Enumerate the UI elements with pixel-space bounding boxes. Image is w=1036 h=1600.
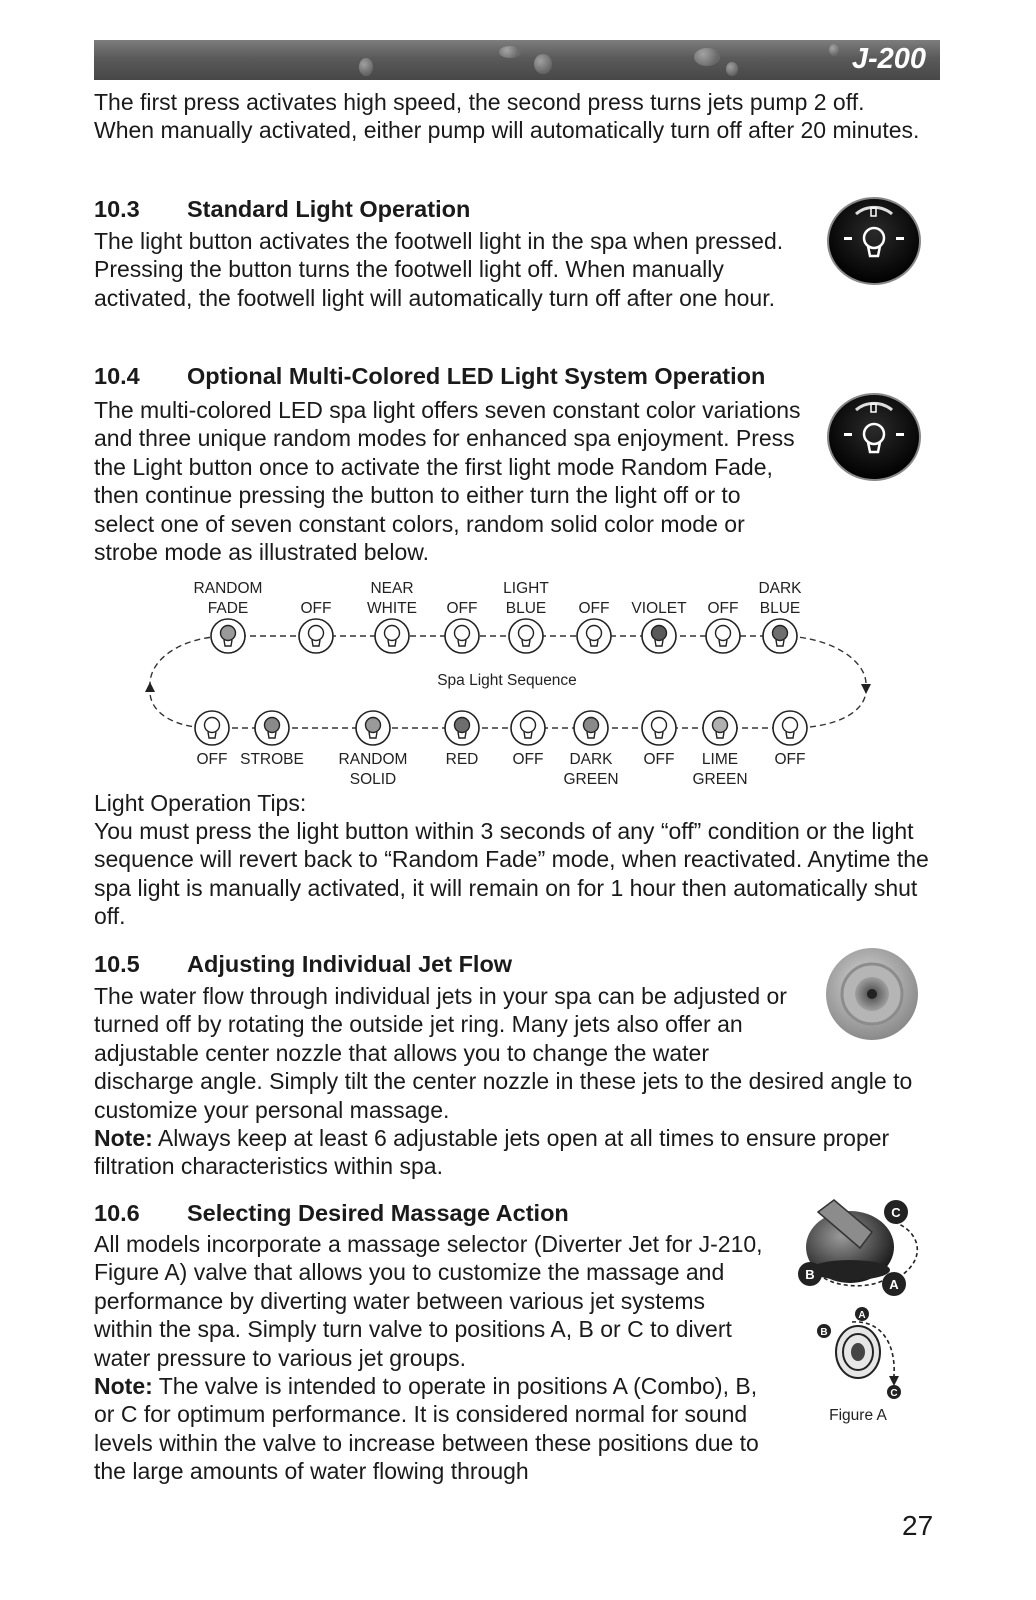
light-bulb-icon [706,619,740,653]
page-number: 27 [902,1510,934,1541]
position-b-label: B [805,1267,815,1282]
intro-paragraph: The first press activates high speed, the second press turns jets pump 2 off. When manually activated, either pump will automatically turn off after 20 minutes. [94,89,920,144]
model-label: J-200 [851,43,926,75]
sequence-top-label-line1: RANDOM [193,580,263,597]
section-number: 10.6 [94,1200,140,1226]
light-bulb-icon [445,619,479,653]
sequence-bottom-label-line2: GREEN [692,771,748,788]
sequence-bottom-label-line1: OFF [774,751,806,768]
sequence-top-label-line2: OFF [707,600,739,617]
section-10-5-heading [94,951,512,978]
light-bulb-icon [356,711,390,745]
sequence-top-label-line2: OFF [578,600,610,617]
jet-position-c-label: C [890,1388,898,1399]
sequence-bottom-label-line1: RANDOM [338,751,408,768]
section-number: 10.3 [94,196,140,222]
arrow-up-icon [145,682,155,692]
header-banner [94,40,940,80]
light-bulb-icon [773,711,807,745]
diverter-valve-figure [790,1192,936,1432]
diverter-jet-icon [817,1307,901,1399]
light-bulb-icon [574,711,608,745]
note-label: Note: [94,1373,153,1400]
jet-position-b-label: B [820,1327,828,1338]
sequence-top-label-line2: FADE [207,600,249,617]
section-number: 10.4 [94,363,140,389]
sequence-bottom-label-line1: OFF [196,751,228,768]
sequence-top-label-line2: VIOLET [631,600,687,617]
section-10-5-body [94,982,929,1181]
section-10-4-heading [94,363,765,390]
sequence-bottom-label-line1: OFF [512,751,544,768]
arrow-down-icon [861,684,871,694]
sequence-top-label-line1: NEAR [370,580,414,597]
light-bulb-icon [509,619,543,653]
sequence-top-label-line2: WHITE [367,600,417,617]
sequence-top-label-line1: LIGHT [503,580,549,597]
light-bulb-icon [375,619,409,653]
light-button-icon [826,196,922,286]
light-bulb-icon [195,711,229,745]
section-title: Standard Light Operation [187,196,471,222]
sequence-top-label-line2: BLUE [505,600,547,617]
section-10-4-body: The multi-colored LED spa light offers seven constant color variations and three unique random modes for enhanced spa enjoyment. Press the Light button once to activate the first light mode Random Fade, then continue pressing the button to either turn the light off or to select one of seven constant colors, random solid color mode or strobe mode as illustrated below. [94,397,801,566]
spa-light-sequence-diagram [0,580,1036,800]
tips-body: You must press the light button within 3 seconds of any “off” condition or the light sequence will revert back to “Random Fade” mode, when reactivated. Anytime the spa light is manually activated, it will remain on for 1 hour then automatically shut off. [94,818,929,930]
light-bulb-icon [642,619,676,653]
section-10-3-body: The light button activates the footwell light in the spa when pressed. Pressing the button turns the footwell light off. When manually activated, the footwell light will automatically turn off after one hour. [94,228,784,311]
figure-caption: Figure A [829,1407,887,1424]
section-title: Adjusting Individual Jet Flow [187,951,513,977]
section-number: 10.5 [94,951,140,977]
position-c-label: C [891,1205,901,1220]
section-10-3-heading [94,196,470,223]
sequence-top-label-line2: OFF [300,600,332,617]
sequence-bottom-label-line2: GREEN [563,771,619,788]
sequence-top-label-line2: OFF [446,600,478,617]
sequence-bottom-label-line1: STROBE [240,751,304,768]
light-bulb-icon [211,619,245,653]
jet-position-a-label: A [858,1310,866,1321]
section-title: Optional Multi-Colored LED Light System Operation [187,363,766,389]
light-bulb-icon [577,619,611,653]
led-light-button-icon [826,392,922,482]
light-bulb-icon [642,711,676,745]
light-bulb-icon [255,711,289,745]
section-10-5-text: The water flow through individual jets in your spa can be adjusted or turned off by rotating the outside jet ring. Many jets also offer an adjustable center nozzle that allows you to change the water discharge angle. Simply tilt the center nozzle in these jets to the desired angle to customize your personal massage. [94,983,913,1123]
sequence-title: Spa Light Sequence [437,672,577,689]
light-bulb-icon [703,711,737,745]
note-text: The valve is intended to operate in positions A (Combo), B, or C for optimum performance. It is considered normal for sound levels within the valve to increase between these positions due to the large amounts of water flowing through [94,1373,759,1485]
sequence-bottom-label-line1: LIME [701,751,739,768]
note-label: Note: [94,1125,153,1152]
light-bulb-icon [445,711,479,745]
sequence-bottom-label-line1: RED [445,751,479,768]
tips-title: Light Operation Tips: [94,790,307,816]
section-10-6-text: All models incorporate a massage selector (Diverter Jet for J-210, Figure A) valve that allows you to customize the massage and performance by diverting water between various jet systems within the spa. Simply turn valve to positions A, B or C to divert water pressure to various jet groups. [94,1231,763,1371]
note-text: Always keep at least 6 adjustable jets open at all times to ensure proper filtration characteristics within spa. [94,1125,890,1180]
sequence-top-label-line1: DARK [758,580,802,597]
sequence-bottom-label-line1: DARK [569,751,613,768]
light-bulb-icon [511,711,545,745]
sequence-bottom-label-line2: SOLID [349,771,397,788]
jet-icon [823,945,921,1043]
sequence-bottom-label-line1: OFF [643,751,675,768]
sequence-top-label-line2: BLUE [759,600,801,617]
section-title: Selecting Desired Massage Action [187,1200,569,1226]
position-a-label: A [889,1277,899,1292]
section-10-6-heading [94,1200,569,1227]
light-bulb-icon [763,619,797,653]
light-bulb-icon [299,619,333,653]
